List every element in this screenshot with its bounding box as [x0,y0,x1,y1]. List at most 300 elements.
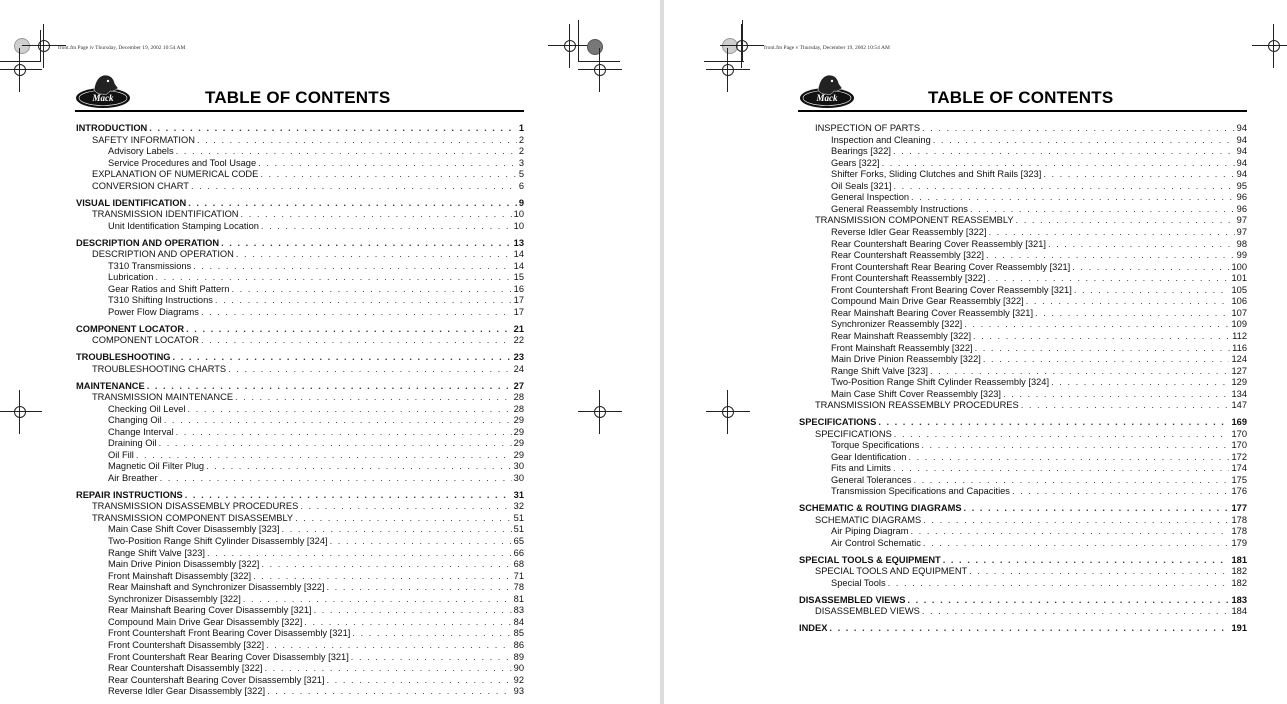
toc-entry[interactable] [799,451,1247,463]
toc-entry-page: 191 [1231,623,1247,634]
toc-entry[interactable] [799,318,1247,330]
toc-entry-page: 14 [513,249,524,260]
toc-entry-page: 29 [513,438,524,449]
dot-leader [1051,377,1229,388]
toc-entry[interactable] [799,157,1247,169]
toc-entry-page: 17 [513,295,524,306]
toc-entry[interactable] [76,334,524,346]
toc-entry[interactable] [799,342,1247,354]
toc-entry-page: 83 [513,605,524,616]
dot-leader [878,417,1229,428]
dot-leader [1048,239,1235,250]
toc-entry-label: Rear Mainshaft Bearing Cover Disassembly [321] [108,605,312,616]
dot-leader [176,427,512,438]
dot-leader [231,284,511,295]
toc-entry-page: 30 [513,472,524,483]
dot-leader [1003,389,1229,400]
toc-entry-page: 109 [1231,319,1247,330]
toc-entry-label: TRANSMISSION IDENTIFICATION [92,209,239,220]
dot-leader [1026,296,1230,307]
toc-entry-label: Rear Countershaft Disassembly [322] [108,663,263,673]
toc-entry-page: 106 [1231,296,1247,307]
toc-entry-page: 174 [1231,463,1247,474]
toc-entry[interactable] [799,594,1247,606]
toc-entry[interactable] [76,294,524,306]
toc-entry[interactable] [76,489,524,501]
toc-entry-page: 32 [513,501,524,512]
dot-leader [921,440,1229,451]
toc-entry-page: 28 [513,403,524,414]
toc-entry[interactable] [799,238,1247,250]
toc-entry-label: Synchronizer Reassembly [322] [831,319,963,330]
toc-entry[interactable] [799,226,1247,238]
toc-entry[interactable] [76,535,524,547]
toc-entry[interactable] [76,306,524,318]
toc-entry-label: Front Countershaft Rear Bearing Cover Disassembly [321] [108,651,349,662]
toc-entry[interactable] [799,399,1247,411]
dot-leader [893,146,1235,157]
toc-entry-label: Two-Position Range Shift Cylinder Disassembly [324] [108,536,328,546]
dot-leader [149,123,517,134]
toc-entry-page: 177 [1231,503,1247,514]
toc-entry[interactable] [76,391,524,403]
dot-leader [185,490,512,501]
toc-entry-label: Service Procedures and Tool Usage [108,157,257,168]
dot-leader [265,663,512,674]
toc-entry[interactable] [76,122,524,134]
dot-leader [907,595,1229,606]
toc-entry[interactable] [76,260,524,272]
toc-entry-page: 105 [1231,284,1247,295]
toc-entry-label: DESCRIPTION AND OPERATION [92,249,234,260]
toc-entry[interactable] [799,462,1247,474]
dot-leader [1021,400,1230,411]
dot-leader [253,571,512,582]
crop-mark-icon [706,390,750,434]
dot-leader [829,623,1229,634]
dot-leader [933,135,1235,146]
toc-entry[interactable] [76,472,524,484]
toc-entry-page: 99 [1236,250,1247,260]
toc-entry[interactable] [76,363,524,375]
toc-entry[interactable] [799,191,1247,203]
toc-entry-page: 124 [1231,354,1247,364]
toc-entry-label: Synchronizer Disassembly [322] [108,593,241,604]
toc-entry-label: Special Tools [831,577,886,588]
toc-entry[interactable] [799,605,1247,617]
toc-entry[interactable] [76,351,524,363]
toc-page-v [664,0,1287,704]
dot-leader [155,272,511,283]
toc-entry-label: T310 Shifting Instructions [108,295,213,306]
toc-entry[interactable] [76,134,524,146]
dot-leader [327,582,512,593]
toc-entry-label: Draining Oil [108,438,157,449]
toc-entry[interactable] [799,388,1247,400]
toc-entry-page: 184 [1231,606,1247,617]
dot-leader [352,628,511,639]
dot-leader [1012,486,1230,497]
toc-entry-label: Advisory Labels [108,146,174,157]
toc-entry[interactable] [799,525,1247,537]
toc-entry[interactable] [799,365,1247,377]
toc-entry-page: 30 [513,461,524,472]
dot-leader [300,501,511,512]
dot-leader [261,221,512,232]
toc-entry[interactable] [799,474,1247,486]
toc-entry-label: Two-Position Range Shift Cylinder Reassembly [324] [831,377,1050,388]
toc-entry[interactable] [799,134,1247,146]
toc-entry-page: 68 [513,559,524,570]
toc-entry-page: 29 [513,415,524,426]
toc-entry-label: EXPLANATION OF NUMERICAL CODE [92,169,259,180]
crop-mark-icon [706,48,750,92]
page-title: TABLE OF CONTENTS [928,88,1114,107]
toc-entry[interactable] [76,437,524,449]
toc-entry-label: CONVERSION CHART [92,180,189,191]
toc-entry[interactable] [76,570,524,582]
toc-entry[interactable] [76,558,524,570]
toc-entry-page: 81 [513,593,524,604]
toc-entry[interactable] [76,500,524,512]
dot-leader [888,578,1230,589]
dot-leader [201,307,512,318]
toc-entry-label: SCHEMATIC DIAGRAMS [815,514,922,525]
toc-entry[interactable] [76,662,524,674]
toc-entry[interactable] [76,208,524,220]
toc-entry[interactable] [799,122,1247,134]
toc-entry-page: 96 [1236,203,1247,214]
logo-text: Mack [816,93,838,103]
toc-entry[interactable] [799,272,1247,284]
toc-entry-label: Rear Countershaft Bearing Cover Reassembly [321] [831,238,1046,249]
toc-entry[interactable] [799,622,1247,634]
toc-entry-page: 66 [513,547,524,558]
toc-entry-page: 97 [1236,215,1247,226]
toc-entry[interactable] [76,627,524,639]
toc-entry-page: 86 [513,639,524,650]
toc-entry-label: TROUBLESHOOTING CHARTS [92,363,227,374]
toc-entry-label: Oil Fill [108,449,134,460]
dot-leader [913,475,1229,486]
toc-entry[interactable] [76,512,524,524]
toc-entry-page: 94 [1236,169,1247,180]
toc-entry-page: 2 [518,134,524,145]
toc-entry-label: Rear Mainshaft and Synchronizer Disassembly [322] [108,582,325,593]
toc-entry-page: 101 [1231,273,1247,284]
dot-leader [351,652,512,663]
toc-entry[interactable] [76,460,524,472]
toc-entry-page: 21 [513,323,524,334]
toc-entry-page: 127 [1231,365,1247,376]
toc-entry[interactable] [76,449,524,461]
toc-entry[interactable] [799,145,1247,157]
toc-entry-page: 31 [513,489,524,500]
dot-leader [983,354,1230,365]
toc-entry[interactable] [76,323,524,335]
toc-entry[interactable] [799,577,1247,589]
toc-entry-page: 181 [1231,554,1247,565]
toc-entry-page: 2 [518,146,524,157]
crop-mark-icon [0,390,42,434]
toc-entry-label: DISASSEMBLED VIEWS [815,606,920,617]
toc-entry-label: SAFETY INFORMATION [92,134,195,145]
toc-entry-page: 100 [1231,261,1247,272]
toc-entry-label: Front Countershaft Front Bearing Cover Disassembly [321] [108,628,351,639]
toc-entry-page: 13 [513,237,524,248]
toc-entry[interactable] [76,604,524,616]
toc-entry-label: Reverse Idler Gear Disassembly [322] [108,686,266,697]
toc-entry-page: 85 [513,628,524,639]
toc-entry[interactable] [76,639,524,651]
toc-entry-label: Air Breather [108,472,158,483]
dot-leader [304,617,511,628]
toc-entry[interactable] [76,157,524,169]
toc-entry[interactable] [76,523,524,535]
dot-leader [922,606,1230,617]
toc-entry-page: 182 [1231,566,1247,577]
toc-entry[interactable] [799,485,1247,497]
dot-leader [260,169,516,180]
toc-entry[interactable] [799,261,1247,273]
toc-entry-label: Lubrication [108,272,154,283]
toc-entry-page: 14 [513,260,524,271]
dot-leader [986,250,1235,261]
toc-entry[interactable] [799,249,1247,261]
toc-entry-label: Range Shift Valve [323] [108,547,205,558]
toc-entry-label: Gears [322] [831,157,880,168]
toc-entry-label: TRANSMISSION COMPONENT REASSEMBLY [815,215,1014,226]
dot-leader [243,594,512,605]
toc-entry-page: 29 [513,426,524,437]
toc-entry-label: INDEX [799,623,828,634]
dot-leader [267,686,512,697]
toc-entry[interactable] [76,271,524,283]
toc-entry-page: 176 [1231,486,1247,497]
toc-entry-label: SPECIFICATIONS [815,428,892,439]
toc-entry-label: COMPONENT LOCATOR [76,323,185,334]
toc-entry-page: 98 [1236,238,1247,249]
toc-entry-label: Rear Countershaft Reassembly [322] [831,250,984,260]
dot-leader [261,559,511,570]
toc-entry[interactable] [799,307,1247,319]
dot-leader [176,146,517,157]
toc-entry[interactable] [76,674,524,686]
dot-leader [969,566,1229,577]
toc-entry-page: 10 [513,220,524,231]
toc-entry-label: Reverse Idler Gear Reassembly [322] [831,226,987,237]
toc-entry[interactable] [76,220,524,232]
toc-entry-page: 9 [518,197,524,208]
toc-entry-page: 65 [513,536,524,546]
toc-entry-page: 89 [513,651,524,662]
toc-entry[interactable] [799,554,1247,566]
toc-entry-label: TROUBLESHOOTING [76,352,171,363]
toc-entry-page: 116 [1232,342,1247,353]
page-title: TABLE OF CONTENTS [205,88,391,107]
toc-entry-label: Bearings [322] [831,146,891,157]
toc-entry[interactable] [76,685,524,697]
dot-leader [989,227,1235,238]
dot-leader [1074,285,1230,296]
toc-entry-page: 15 [513,272,524,283]
toc-entry[interactable] [76,547,524,559]
toc-entry[interactable] [799,376,1247,388]
toc-entry-label: Air Piping Diagram [831,526,909,537]
toc-entry-label: TRANSMISSION MAINTENANCE [92,392,234,403]
dot-leader [188,404,512,415]
toc-entry-label: Transmission Specifications and Capacities [831,486,1010,497]
title-rule [798,110,1247,112]
toc-entry[interactable] [76,414,524,426]
toc-entry[interactable] [799,330,1247,342]
dot-leader [236,249,512,260]
dot-leader [911,526,1230,537]
toc-entry[interactable] [76,145,524,157]
toc-entry-label: INSPECTION OF PARTS [815,123,921,133]
toc-entry-page: 172 [1231,451,1247,462]
page-slug: front.fm Page iv Thursday, December 19, 2002 10:54 AM [58,45,186,51]
toc-entry[interactable] [799,203,1247,215]
dot-leader [975,343,1231,354]
toc-entry-page: 170 [1231,428,1247,439]
toc-entry-label: SPECIAL TOOLS AND EQUIPMENT [815,566,968,577]
toc-entry-label: SPECIFICATIONS [799,417,877,428]
mack-bulldog-logo [74,70,132,110]
toc-entry-page: 95 [1236,180,1247,191]
dot-leader [893,181,1234,192]
dot-leader [193,261,511,272]
toc-entry-page: 90 [513,663,524,673]
toc-entry[interactable] [799,180,1247,192]
toc-entry[interactable] [76,197,524,209]
dot-leader [159,438,512,449]
dot-leader [160,473,512,484]
toc-entry-label: Rear Mainshaft Bearing Cover Reassembly [321] [831,307,1034,318]
dot-leader [235,392,512,403]
toc-entry[interactable] [76,426,524,438]
toc-entry-label: Oil Seals [321] [831,180,892,191]
dot-leader [206,461,512,472]
toc-entry[interactable] [799,439,1247,451]
toc-entry[interactable] [76,616,524,628]
toc-entry-page: 17 [513,306,524,317]
dot-leader [893,463,1230,474]
toc-entry-label: Gear Ratios and Shift Pattern [108,283,230,294]
toc-entry-page: 134 [1231,388,1247,399]
toc-entry-page: 5 [518,169,524,180]
toc-entry-label: Magnetic Oil Filter Plug [108,461,205,472]
dot-leader [882,158,1235,169]
toc-entry-label: COMPONENT LOCATOR [92,335,199,346]
page-slug: front.fm Page v Thursday, December 19, 2002 10:54 AM [764,45,890,51]
toc-entry[interactable] [799,295,1247,307]
toc-entry-label: Front Mainshaft Reassembly [322] [831,342,973,353]
dot-leader [1043,169,1234,180]
dot-leader [266,640,512,651]
dot-leader [207,548,512,559]
dot-leader [908,452,1229,463]
toc-entry[interactable] [799,353,1247,365]
crop-mark-icon [578,390,622,434]
toc-entry-page: 93 [513,686,524,697]
dot-leader [922,123,1235,134]
toc-entry[interactable] [799,168,1247,180]
toc-entry[interactable] [76,403,524,415]
toc-entry-label: VISUAL IDENTIFICATION [76,197,187,208]
toc-entry[interactable] [799,514,1247,526]
toc-entry-page: 3 [518,157,524,168]
mack-bulldog-logo [798,70,856,110]
dot-leader [894,429,1230,440]
toc-entry[interactable] [76,380,524,392]
toc-entry-label: Checking Oil Level [108,403,186,414]
toc-entry-label: Main Drive Pinion Disassembly [322] [108,559,260,570]
toc-entry[interactable] [799,214,1247,226]
toc-entry-label: Power Flow Diagrams [108,306,199,317]
toc-entry-page: 170 [1231,440,1247,451]
toc-entry-label: Front Mainshaft Disassembly [322] [108,570,252,581]
toc-entry-label: TRANSMISSION DISASSEMBLY PROCEDURES [92,501,299,512]
toc-entry-page: 51 [513,512,524,523]
toc-entry-label: General Inspection [831,192,910,203]
dot-leader [923,538,1230,549]
toc-entry-label: Torque Specifications [831,440,920,451]
dot-leader [314,605,512,616]
toc-entry[interactable] [76,581,524,593]
toc-entry[interactable] [799,416,1247,428]
toc-entry-page: 178 [1231,514,1247,525]
toc-entry[interactable] [76,168,524,180]
dot-leader [295,513,512,524]
toc-entry[interactable] [76,593,524,605]
toc-entry-label: Rear Countershaft Bearing Cover Disassembly [321] [108,674,325,685]
dot-leader [327,675,512,686]
dot-leader [964,319,1229,330]
toc-entry-page: 94 [1236,157,1247,168]
toc-entry[interactable] [799,565,1247,577]
dot-leader [282,524,512,535]
toc-entry-page: 10 [513,209,524,220]
toc-entry[interactable] [799,537,1247,549]
toc-entry[interactable] [76,180,524,192]
toc-entry-page: 28 [513,392,524,403]
toc-entry-label: Gear Identification [831,451,907,462]
toc-entry-label: TRANSMISSION REASSEMBLY PROCEDURES [815,400,1019,411]
dot-leader [228,364,512,375]
toc-entry-page: 84 [513,616,524,627]
crop-mark-icon [1252,24,1287,68]
toc-entry[interactable] [76,237,524,249]
toc-entry[interactable] [799,284,1247,296]
toc-entry[interactable] [799,502,1247,514]
toc-entry-page: 175 [1231,474,1247,485]
toc-entry[interactable] [799,428,1247,440]
toc-entry[interactable] [76,248,524,260]
toc-entry-label: Front Countershaft Reassembly [322] [831,273,986,284]
toc-entry-page: 97 [1236,226,1247,237]
toc-entry-label: Front Countershaft Disassembly [322] [108,639,265,650]
dot-leader [1072,262,1229,273]
toc-entry[interactable] [76,283,524,295]
dot-leader [215,295,512,306]
logo-text: Mack [92,93,114,103]
toc-entry-page: 129 [1231,377,1247,388]
toc-entry[interactable] [76,651,524,663]
toc-entry-page: 183 [1231,594,1247,605]
dot-leader [258,158,517,169]
dot-leader [943,555,1230,566]
